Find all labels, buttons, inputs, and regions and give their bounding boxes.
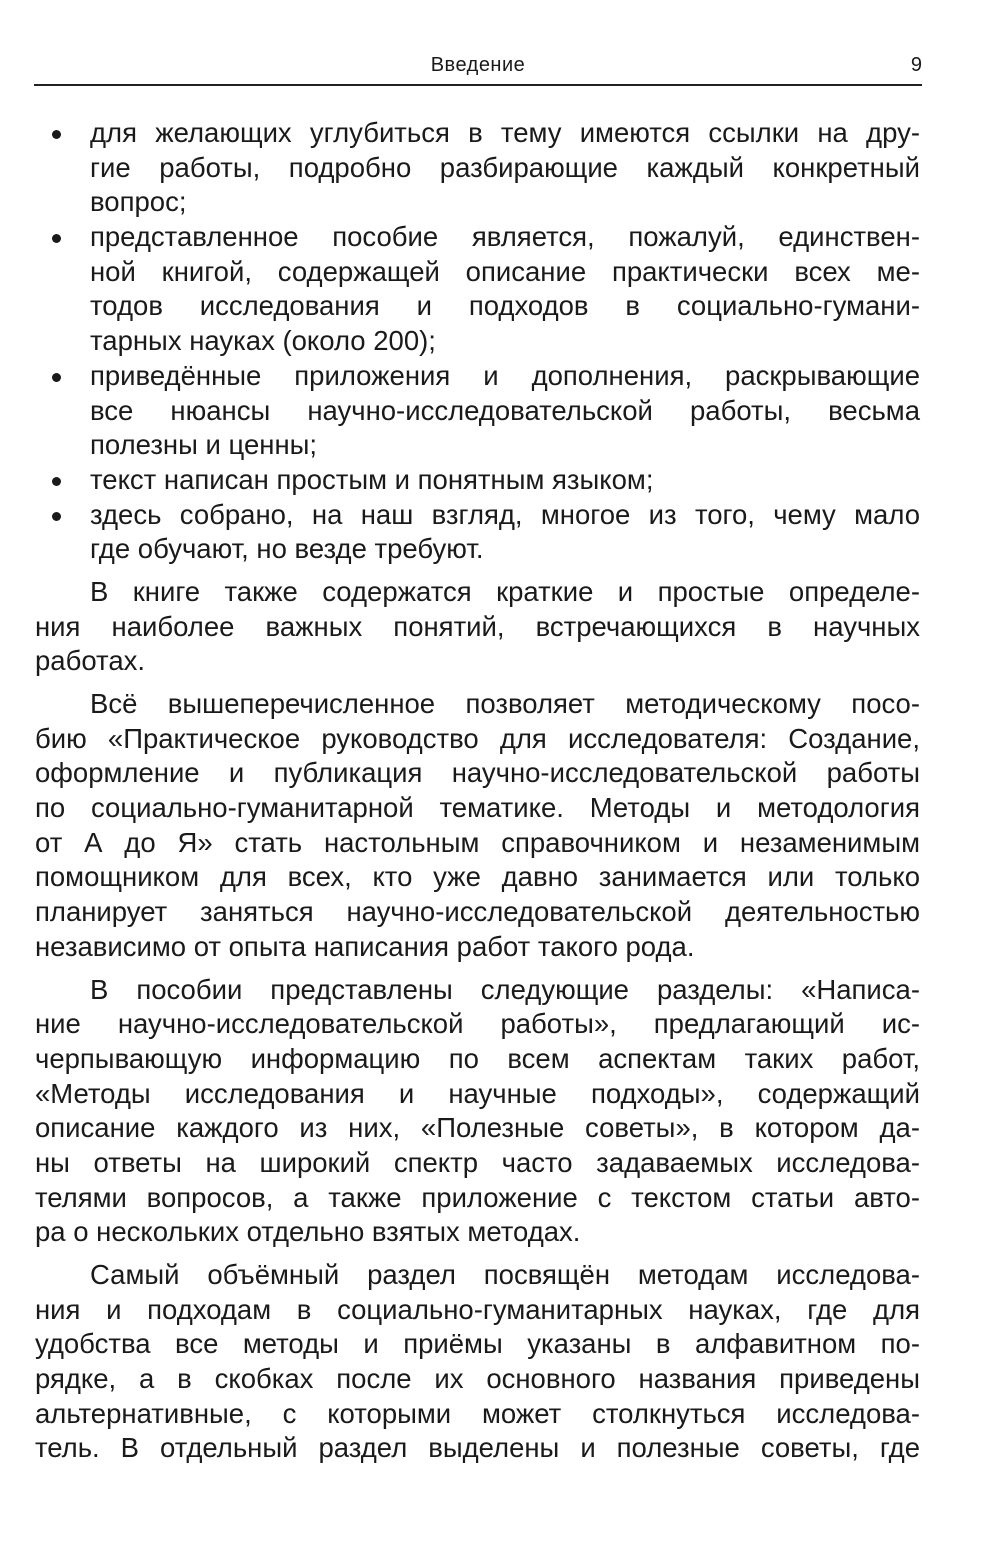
text-line: здесь собрано, на наш взгляд, многое из того, чему мало	[90, 498, 920, 530]
bullet-icon	[52, 477, 61, 486]
text-line: тарных науках (около 200);	[90, 325, 436, 357]
text-line: все нюансы научно-исследовательской работы, весьма	[90, 394, 920, 426]
paragraph	[35, 1258, 920, 1466]
text-line: Самый объёмный раздел посвящён методам исследова-	[90, 1259, 920, 1290]
paragraph	[35, 575, 920, 679]
text-line: ния наиболее важных понятий, встречающихся в научных	[35, 610, 920, 642]
text-line: Всё вышеперечисленное позволяет методическому посо-	[90, 688, 920, 719]
bullet-item	[35, 498, 920, 567]
text-line: тель. В отдельный раздел выделены и полезные советы, где	[35, 1432, 920, 1464]
text-line: оформление и публикация научно-исследовательской работы	[35, 757, 920, 789]
bullet-item	[35, 463, 920, 498]
text-line: бию «Практическое руководство для исследователя: Создание,	[35, 722, 920, 754]
text-line: ны ответы на широкий спектр часто задаваемых исследова-	[35, 1146, 920, 1178]
text-line: альтернативные, с которыми может столкнуться исследова-	[35, 1397, 920, 1429]
text-line: текст написан простым и понятным языком;	[90, 463, 654, 495]
text-line: «Методы исследования и научные подходы», содержащий	[35, 1077, 920, 1109]
text-line: ния и подходам в социально-гуманитарных науках, где для	[35, 1293, 920, 1325]
text-line: ной книгой, содержащей описание практически всех ме-	[90, 255, 920, 287]
text-line: ние научно-исследовательской работы», предлагающий ис-	[35, 1008, 920, 1040]
paragraph	[35, 973, 920, 1251]
running-header	[34, 48, 922, 86]
text-line: рядке, а в скобках после их основного названия приведены	[35, 1363, 920, 1395]
page-number: 9	[910, 54, 922, 76]
text-line: удобства все методы и приёмы указаны в алфавитном по-	[35, 1328, 920, 1360]
bullet-icon	[52, 130, 61, 139]
text-line: помощником для всех, кто уже давно занимается или только	[35, 861, 920, 893]
bullet-item	[35, 116, 920, 220]
bullet-icon	[52, 373, 61, 382]
page-body	[35, 116, 920, 1466]
text-line: представленное пособие является, пожалуй, единствен-	[90, 221, 920, 253]
text-line: независимо от опыта написания работ такого рода.	[35, 930, 695, 962]
text-line: по социально-гуманитарной тематике. Методы и методология	[35, 792, 920, 824]
text-line: где обучают, но везде требуют.	[90, 533, 484, 565]
bullet-icon	[52, 234, 61, 243]
text-line: для желающих углубиться в тему имеются ссылки на дру-	[90, 117, 920, 148]
text-line: полезны и ценны;	[90, 429, 318, 461]
bullet-item	[35, 220, 920, 359]
text-line: ра о нескольких отдельно взятых методах.	[35, 1216, 581, 1248]
text-line: тодов исследования и подходов в социально-гумани-	[90, 290, 920, 322]
text-line: В пособии представлены следующие разделы: «Написа-	[90, 973, 920, 1005]
text-line: вопрос;	[90, 186, 187, 218]
text-line: описание каждого из них, «Полезные советы», в котором да-	[35, 1112, 920, 1144]
paragraph	[35, 687, 920, 965]
running-title: Введение	[430, 54, 526, 76]
text-line: гие работы, подробно разбирающие каждый конкретный	[90, 151, 920, 183]
text-line: черпывающую информацию по всем аспектам таких работ,	[35, 1042, 920, 1074]
text-line: от А до Я» стать настольным справочником и незаменимым	[35, 826, 920, 858]
text-line: телями вопросов, а также приложение с текстом статьи авто-	[35, 1181, 920, 1213]
text-line: В книге также содержатся краткие и простые определе-	[90, 575, 920, 607]
text-line: приведённые приложения и дополнения, раскрывающие	[90, 359, 920, 391]
bullet-icon	[52, 512, 61, 521]
bullet-item	[35, 359, 920, 463]
text-line: планирует заняться научно-исследовательской деятельностью	[35, 896, 920, 928]
text-line: работах.	[35, 645, 145, 677]
